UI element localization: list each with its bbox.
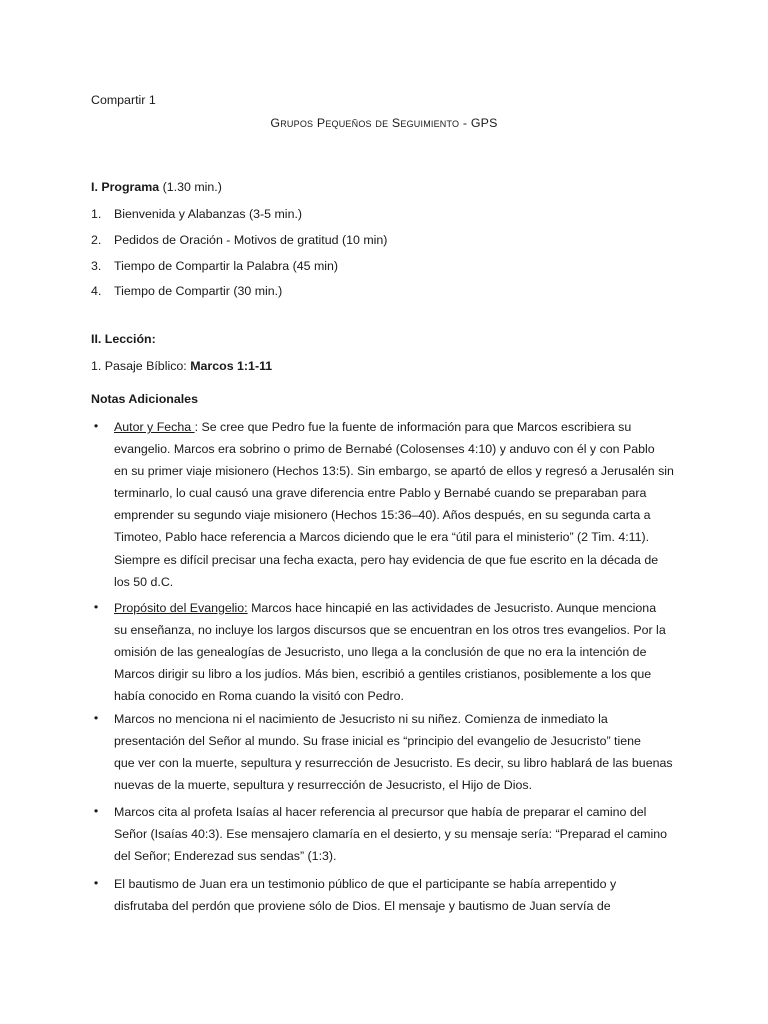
document-header: Compartir 1: [91, 93, 156, 107]
section-time: (1.30 min.): [162, 180, 222, 194]
bullet-marker: •: [93, 600, 99, 614]
note-text: : Se cree que Pedro fue la fuente de información para que Marcos escribiera su: [194, 420, 632, 434]
note-text: Marcos hace hincapié en las actividades de Jesucristo. Aunque menciona: [247, 601, 657, 615]
section-heading: I. Programa: [91, 180, 160, 194]
item-text: Tiempo de Compartir la Palabra (45 min): [114, 259, 339, 273]
note-line: su enseñanza, no incluye los largos discursos que se encuentran en los otros tres evangelios. Por la: [114, 623, 666, 638]
bullet-marker: •: [93, 711, 99, 725]
passage-label: 1. Pasaje Bíblico:: [91, 359, 187, 373]
note-line: disfrutaba del perdón que proviene sólo de Dios. El mensaje y bautismo de Juan servía de: [114, 899, 611, 914]
passage-reference: Marcos 1:1-11: [190, 359, 273, 373]
note-lines: [114, 876, 616, 920]
bullet-marker: •: [93, 804, 99, 818]
note-line: nuevas de la muerte, sepultura y resurrección de Jesucristo, el Hijo de Dios.: [114, 778, 533, 793]
note-line: los 50 d.C.: [114, 574, 174, 589]
note-lines: [114, 600, 666, 710]
note-lines: [114, 711, 673, 799]
note-label: Propósito del Evangelio:: [114, 601, 248, 615]
note-line: terminarlo, lo cual causó una grave diferencia entre Pablo y Bernabé cuando se preparaban para: [114, 486, 647, 501]
note-line: [114, 419, 674, 441]
note-line: del Señor; Enderezad sus sendas” (1:3).: [114, 849, 337, 864]
item-number: 4.: [91, 284, 102, 298]
note-line: había conocido en Roma cuando la visitó con Pedro.: [114, 689, 404, 704]
note-line: en su primer viaje misionero (Hechos 13:5). Sin embargo, se apartó de ellos y regresó a Jerusalén sin: [114, 464, 674, 479]
note-line: Timoteo, Pablo hace referencia a Marcos diciendo que le era “útil para el ministerio” (2 Tim. 4:11).: [114, 530, 650, 545]
note-line: que ver con la muerte, sepultura y resurrección de Jesucristo. Es decir, su libro hablará de las buenas: [114, 756, 673, 771]
note-line: Marcos no menciona ni el nacimiento de Jesucristo ni su niñez. Comienza de inmediato la: [114, 712, 608, 726]
passage-line: [91, 359, 272, 373]
item-text: Pedidos de Oración - Motivos de gratitud (10 min): [114, 233, 388, 247]
section-programa-heading: [91, 180, 222, 194]
note-line: Marcos dirigir su libro a los judíos. Más bien, escribió a gentiles cristianos, posiblemente a los que: [114, 667, 652, 682]
note-line: Siempre es difícil precisar una fecha exacta, pero hay evidencia de que fue escrito en la década de: [114, 552, 659, 567]
note-line: Marcos cita al profeta Isaías al hacer referencia al precursor que había de preparar el camino del: [114, 805, 647, 819]
item-text: Tiempo de Compartir (30 min.): [114, 284, 283, 298]
bullet-marker: •: [93, 419, 99, 433]
item-number: 2.: [91, 233, 102, 247]
note-line: presentación del Señor al mundo. Su frase inicial es “principio del evangelio de Jesucristo” tiene: [114, 734, 641, 749]
item-text: Bienvenida y Alabanzas (3-5 min.): [114, 207, 303, 221]
note-line: El bautismo de Juan era un testimonio público de que el participante se había arrepentido y: [114, 877, 617, 891]
item-number: 3.: [91, 259, 102, 273]
document-title: Grupos Pequeños de Seguimiento - GPS: [270, 116, 498, 130]
note-line: [114, 600, 666, 622]
notes-heading: Notas Adicionales: [91, 392, 198, 406]
note-label: Autor y Fecha: [114, 420, 195, 434]
note-lines: [114, 419, 674, 596]
note-line: emprender su segundo viaje misionero (Hechos 15:36–40). Años después, en su segunda carta a: [114, 508, 651, 523]
section-leccion-heading: II. Lección:: [91, 332, 156, 346]
note-line: omisión de las genealogías de Jesucristo, uno llega a la conclusión de que no era la intención de: [114, 645, 647, 660]
note-line: Señor (Isaías 40:3). Ese mensajero clamaría en el desierto, y su mensaje sería: “Preparad el camino: [114, 827, 668, 842]
bullet-marker: •: [93, 876, 99, 890]
note-lines: [114, 804, 667, 870]
item-number: 1.: [91, 207, 102, 221]
note-line: evangelio. Marcos era sobrino o primo de Bernabé (Colosenses 4:10) y anduvo con él y con Pablo: [114, 442, 655, 457]
